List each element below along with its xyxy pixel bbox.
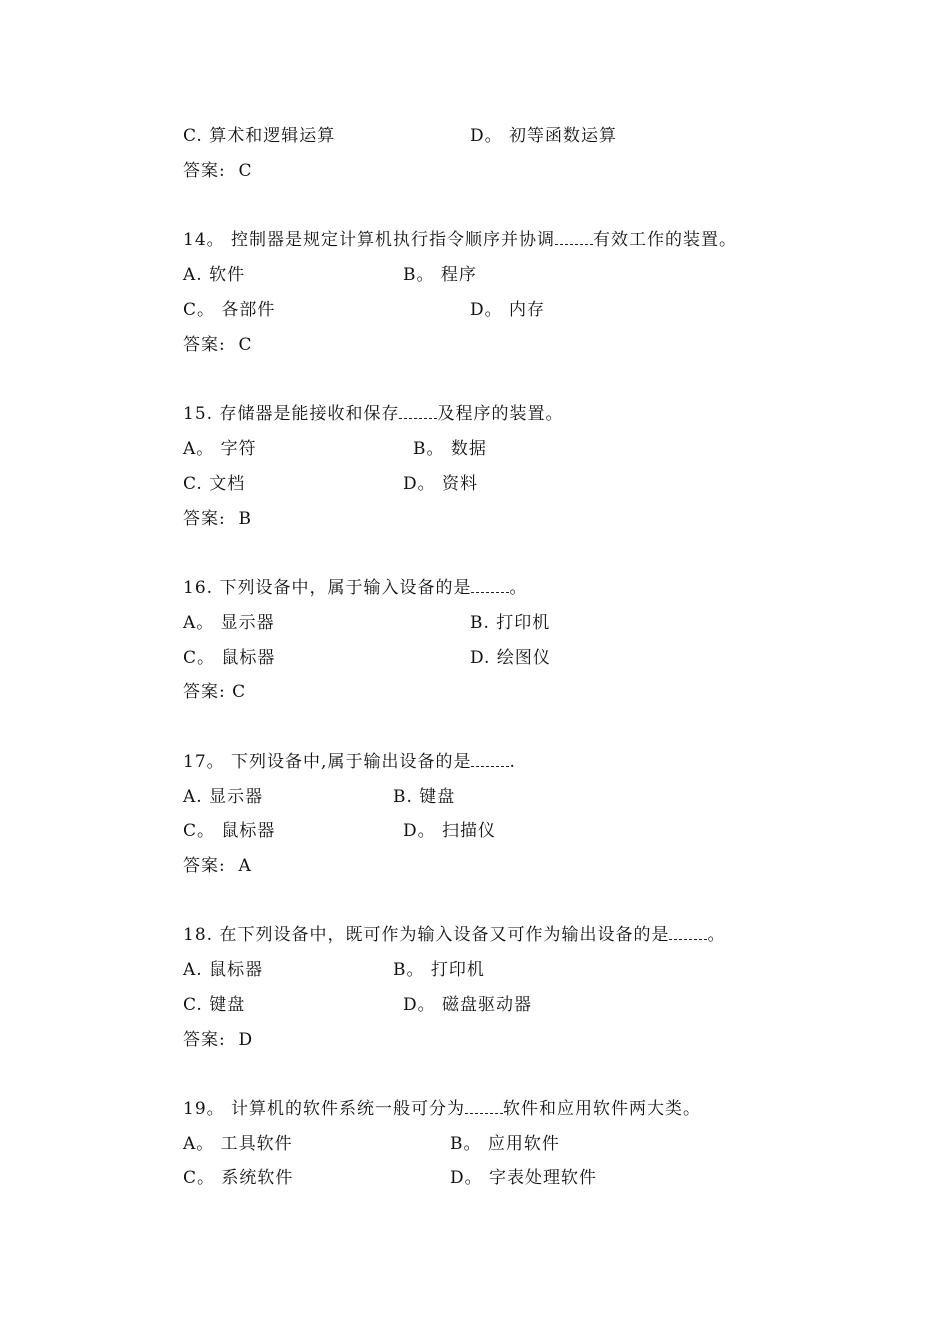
question-19-stem: 19。 计算机的软件系统一般可分为 软件和应用软件两大类。: [183, 1099, 702, 1119]
question-15-option-c: C. 文档: [183, 474, 246, 494]
question-19-option-b: B。 应用软件: [450, 1134, 560, 1154]
question-14-option-d: D。 内存: [470, 300, 546, 320]
question-15-option-d: D。 资料: [403, 474, 479, 494]
question-16-option-d: D. 绘图仪: [470, 648, 551, 668]
answer-blank: [399, 404, 437, 419]
prev-option-d: D。 初等函数运算: [470, 126, 618, 146]
question-14-stem: 14。 控制器是规定计算机执行指令顺序并协调 有效工作的装置。: [183, 230, 738, 250]
question-18-option-d: D。 磁盘驱动器: [403, 995, 533, 1015]
question-16-option-b: B. 打印机: [470, 613, 551, 633]
question-18-option-a: A. 鼠标器: [183, 960, 264, 980]
question-17-stem: 17。 下列设备中,属于输出设备的是 .: [183, 752, 516, 772]
question-17-option-a: A. 显示器: [183, 787, 264, 807]
question-17-answer: 答案: A: [183, 856, 252, 876]
question-17-option-d: D。 扫描仪: [403, 821, 497, 841]
question-19-option-c: C。 系统软件: [183, 1168, 294, 1188]
answer-blank: [471, 752, 509, 767]
question-18-stem: 18. 在下列设备中，既可作为输入设备又可作为输出设备的是 。: [183, 925, 726, 945]
question-15-answer: 答案: B: [183, 509, 253, 529]
answer-blank: [465, 1099, 503, 1114]
question-14-option-b: B。 程序: [403, 265, 477, 285]
question-19-option-a: A。 工具软件: [183, 1134, 293, 1154]
question-18-option-c: C. 键盘: [183, 995, 246, 1015]
question-16-option-a: A。 显示器: [183, 613, 275, 633]
question-17-option-c: C。 鼠标器: [183, 821, 276, 841]
question-15-option-b: B。 数据: [413, 439, 487, 459]
question-16-answer: 答案: C: [183, 682, 247, 702]
question-14-answer: 答案: C: [183, 335, 253, 355]
prev-option-c: C. 算术和逻辑运算: [183, 126, 336, 146]
prev-answer: 答案: C: [183, 161, 253, 181]
question-18-option-b: B。 打印机: [393, 960, 485, 980]
question-18-answer: 答案: D: [183, 1030, 254, 1050]
answer-blank: [471, 578, 509, 593]
question-15-option-a: A。 字符: [183, 439, 257, 459]
question-14-option-a: A. 软件: [183, 265, 246, 285]
question-14-option-c: C。 各部件: [183, 300, 276, 320]
question-16-stem: 16. 下列设备中，属于输入设备的是 。: [183, 578, 528, 598]
question-17-option-b: B. 键盘: [393, 787, 456, 807]
question-16-option-c: C。 鼠标器: [183, 648, 276, 668]
answer-blank: [669, 925, 707, 940]
answer-blank: [555, 230, 593, 245]
question-15-stem: 15. 存储器是能接收和保存 及程序的装置。: [183, 404, 564, 424]
question-19-option-d: D。 字表处理软件: [450, 1168, 598, 1188]
